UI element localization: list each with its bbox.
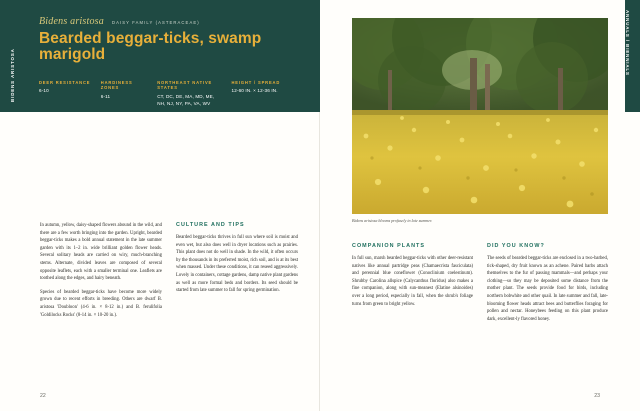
common-name: Bearded beggar-ticks, swamp marigold [39,30,262,64]
intro-paragraph-1: In autumn, yellow, daisy-shaped flowers abound in the wild, and there are a few worth bringing into the garden. Upright, bearded beggar-ticks makes a bold annual statement in the late summer garden with its 1–2 in. wide brilliant golden flower heads. Several solitary heads are carried on wiry, much-branching stems. Alternate, divided leaves are composed of several opposite leaflets, each with a smaller terminal one. Leaflets are toothed along the edges, and hairy beneath. [40,223,162,282]
left-edge-tab [0,0,15,112]
right-edge-tab [625,0,640,112]
latin-name-row [39,16,304,27]
photo-caption: Bidens aristosa blooms profusely in late summer. [352,218,433,223]
fact-value: CT, DC, DE, MA, MD, ME, NH, NJ, NY, PA, VA, WV [157,93,215,106]
right-edge-tab-label: ANNUALS / BIENNIALS [625,10,630,76]
fact-deer-resistance [39,80,101,108]
photo-block [352,18,608,224]
photo-illustration [352,18,608,214]
fact-value: 6-11 [100,93,111,99]
fact-label: HEIGHT / SPREAD [231,79,281,85]
intro-paragraph-2: Species of bearded beggar-ticks have become more widely grown due to recent efforts in breeding. Others are dwarf B. aristosa 'Doubloon' (4-6 in. × 8-12 in.) and B. ferulifolia 'Goldilocks Rocks' (8-14 in. × 10-20 in.). [40,289,162,318]
companion-paragraph-1: In full sun, marsh bearded beggar-ticks with other deer-resistant natives like annual partridge peas (Chamaecrista fasciculata) and perennial blue coneflower (Conoclinium coelestinum). Shrubby Carolina allspice (Calycanthus floridus) also makes a fine companion, along with sun-meanest (Elatine alsinoides) over a long period, especially in fall, when the shrub's foliage turns from green to bright yellow. [352,256,473,307]
culture-heading: CULTURE AND TIPS [176,222,245,228]
fact-label: HARDINESS ZONES [100,79,133,91]
fact-strip [39,80,304,108]
fact-label: NORTHEAST NATIVE STATES [157,79,213,91]
plant-photograph [352,18,608,214]
fact-label: DEER RESISTANCE [39,79,91,85]
left-text-columns [40,222,298,325]
did-you-know-heading: DID YOU KNOW? [487,243,545,249]
latin-name: Bidens aristosa [39,16,104,27]
folio-left: 22 [40,393,46,399]
fact-value: 12-60 IN. × 12-36 IN. [231,88,278,94]
did-you-know-paragraph-1: The seeds of bearded beggar-ticks are enclosed in a two-barbed, tick-shaped, dry fruit known as an achene. Paired barbs attach themselves to the fur of passing mammals—and perhaps your clothing—so they may be deposited some distance from the mother plant. The seeds provide food for birds, including northern bobwhite and other quail. In late summer and fall, late-blooming flower heads attract bees and butterflies foraging for pollen and nectar. Honeybees feeding on this plant produce dark, excellent-ly flavored honey. [487,256,608,322]
left-edge-tab-label: BIDENS ARISTOSA [10,48,15,102]
folio-right: 23 [594,393,600,399]
fact-native-states [157,80,231,108]
right-text-columns [352,243,608,329]
fact-height-spread [231,80,304,108]
companion-plants-column [352,243,473,329]
companion-plants-heading: COMPANION PLANTS [352,243,426,249]
culture-column [176,222,298,325]
right-page [320,0,640,411]
plant-family: DAISY FAMILY (ASTERACEAE) [111,20,200,25]
species-header [15,0,320,112]
fact-hardiness-zones [101,80,157,108]
fact-value: 6-10 [39,88,49,94]
intro-column [40,222,162,325]
did-you-know-column [487,243,608,329]
culture-paragraph-1: Bearded beggar-ticks thrives in full sun where soil is moist and even wet, but also does well in dryer locations such as prairies. This plant does not do well in shade. In the wild, it often occurs by the thousands in its preferred moist, rich soil, and is at its best when massed. Under these conditions, it can reseed aggressively. Lovely in containers, cottage gardens, damp native plant gardens as well as more formal beds and borders. Its seed should be started from late summer to fall for spring germination. [176,235,298,294]
